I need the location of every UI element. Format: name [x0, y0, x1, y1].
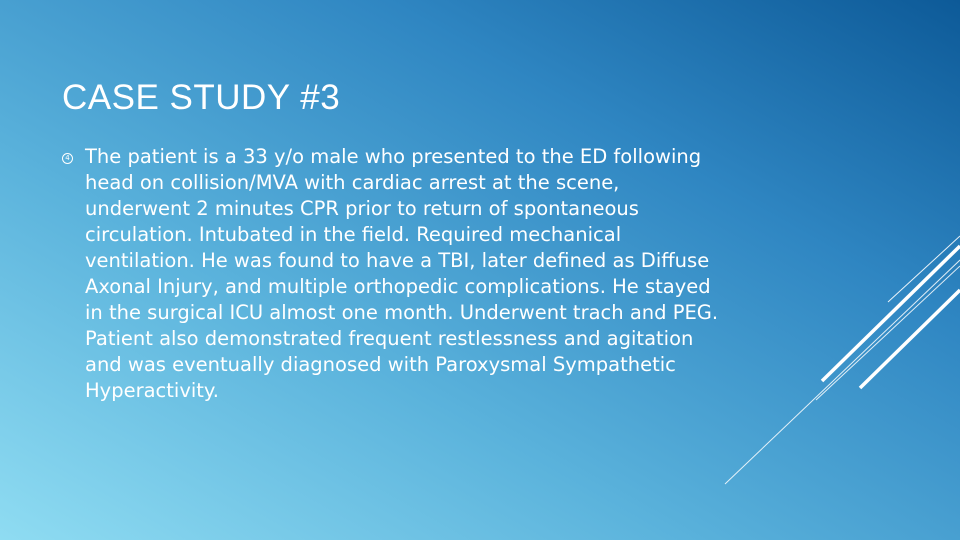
decor-line-thick-upper: [822, 246, 960, 381]
decor-line-thin-middle: [816, 266, 960, 400]
decor-line-thick-lower: [860, 290, 960, 388]
decor-line-thin-upper: [888, 236, 960, 302]
bullet-item: [62, 144, 722, 404]
slide-title: CASE STUDY #3: [62, 78, 341, 117]
decor-line-thin-long: [725, 260, 960, 484]
bullet-text: The patient is a 33 y/o male who presented to the ED following head on collision/MVA with cardiac arrest at the scene, underwent 2 minutes CPR prior to return of spontaneous circulation. Intubated in the field. Required mechanical ventilation. He was found to have a TBI, later defined as Diffuse Axonal Injury, and multiple orthopedic complications. He stayed in the surgical ICU almost one month. Underwent trach and PEG. Patient also demonstrated frequent restlessness and agitation and was eventually diagnosed with Paroxysmal Sympathetic Hyperactivity.: [85, 145, 719, 402]
bullet-list: [62, 144, 722, 404]
circled-number-icon: 4: [62, 153, 73, 164]
